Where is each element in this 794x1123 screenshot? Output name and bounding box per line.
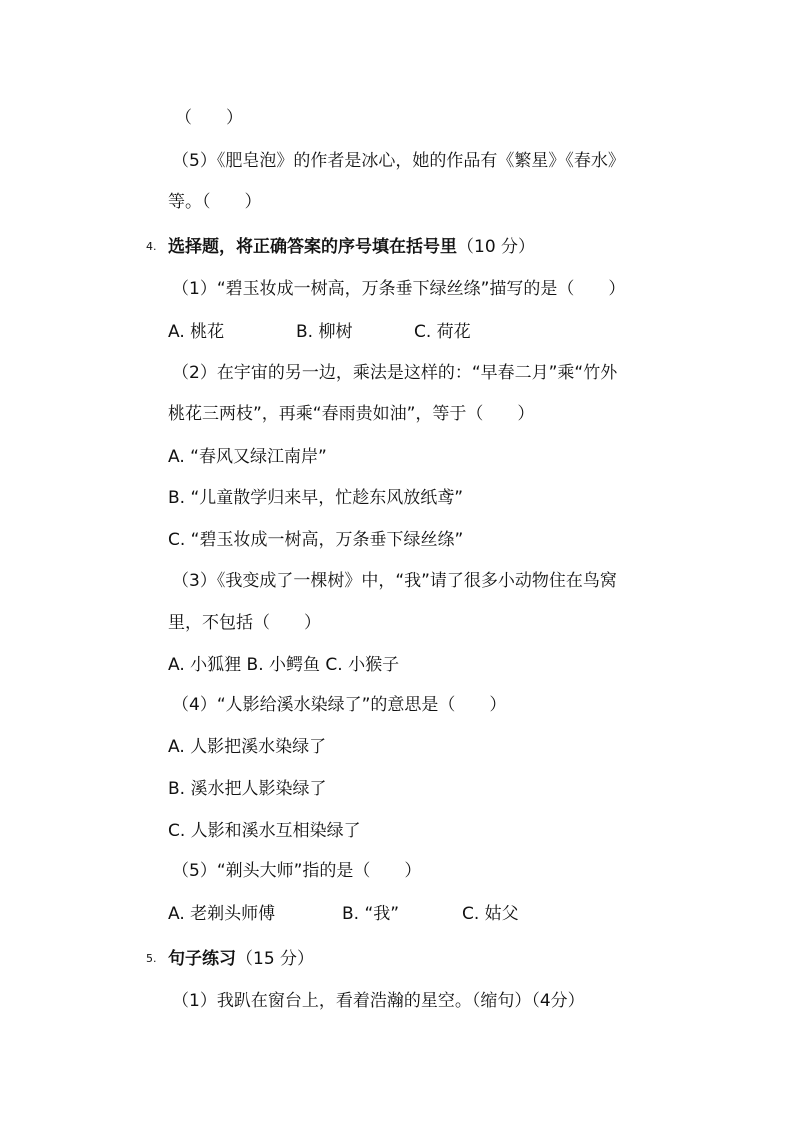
q4-item2-stem-line1: （2）在宇宙的另一边，乘法是这样的：“早春二月”乘“竹外 bbox=[172, 363, 618, 383]
q4-item2-stem-line2: 桃花三两枝”，再乘“春雨贵如油”，等于（ ） bbox=[168, 404, 535, 424]
q5-title-text: 句子练习 bbox=[168, 949, 236, 969]
blank-paren: （ ） bbox=[175, 108, 243, 128]
q4-item1-stem: （1）“碧玉妆成一树高，万条垂下绿丝绦”描写的是（ ） bbox=[172, 279, 626, 299]
item5-line2: 等。（ ） bbox=[168, 192, 262, 212]
q4-item4-option-b: B. 溪水把人影染绿了 bbox=[168, 779, 327, 799]
q4-item3-options: A. 小狐狸 B. 小鳄鱼 C. 小猴子 bbox=[168, 655, 400, 675]
item5-line1: （5）《肥皂泡》的作者是冰心，她的作品有《繁星》《春水》 bbox=[172, 151, 625, 171]
q4-item2-option-c: C. “碧玉妆成一树高，万条垂下绿丝绦” bbox=[168, 530, 464, 550]
q5-number: 5. bbox=[146, 952, 157, 965]
q4-item1-option-b: B. 柳树 bbox=[296, 322, 353, 342]
q5-title bbox=[168, 948, 314, 970]
q4-item5-option-b: B. “我” bbox=[342, 904, 400, 924]
q4-item5-option-c: C. 姑父 bbox=[462, 904, 519, 924]
q4-item3-stem-line1: （3）《我变成了一棵树》中，“我”请了很多小动物住在鸟窝 bbox=[172, 571, 617, 591]
q5-item1: （1）我趴在窗台上，看着浩瀚的星空。（缩句）（4分） bbox=[172, 991, 585, 1011]
q4-item4-option-c: C. 人影和溪水互相染绿了 bbox=[168, 821, 361, 841]
q4-item1-option-a: A. 桃花 bbox=[168, 322, 225, 342]
q4-item3-stem-line2: 里，不包括（ ） bbox=[168, 613, 321, 633]
q5-score: （15 分） bbox=[236, 949, 315, 969]
q4-item2-option-a: A. “春风又绿江南岸” bbox=[168, 447, 327, 467]
q4-title bbox=[168, 236, 535, 258]
q4-item5-option-a: A. 老剃头师傅 bbox=[168, 904, 276, 924]
q4-item4-option-a: A. 人影把溪水染绿了 bbox=[168, 737, 327, 757]
q4-number: 4. bbox=[146, 240, 157, 253]
q4-item1-option-c: C. 荷花 bbox=[414, 322, 471, 342]
q4-item4-stem: （4）“人影给溪水染绿了”的意思是（ ） bbox=[172, 695, 507, 715]
q4-title-text: 选择题，将正确答案的序号填在括号里 bbox=[168, 237, 457, 257]
q4-score: （10 分） bbox=[457, 237, 536, 257]
q4-item2-option-b: B. “儿童散学归来早，忙趁东风放纸鸢” bbox=[168, 488, 464, 508]
q4-item5-stem: （5）“剃头大师”指的是（ ） bbox=[172, 861, 422, 881]
